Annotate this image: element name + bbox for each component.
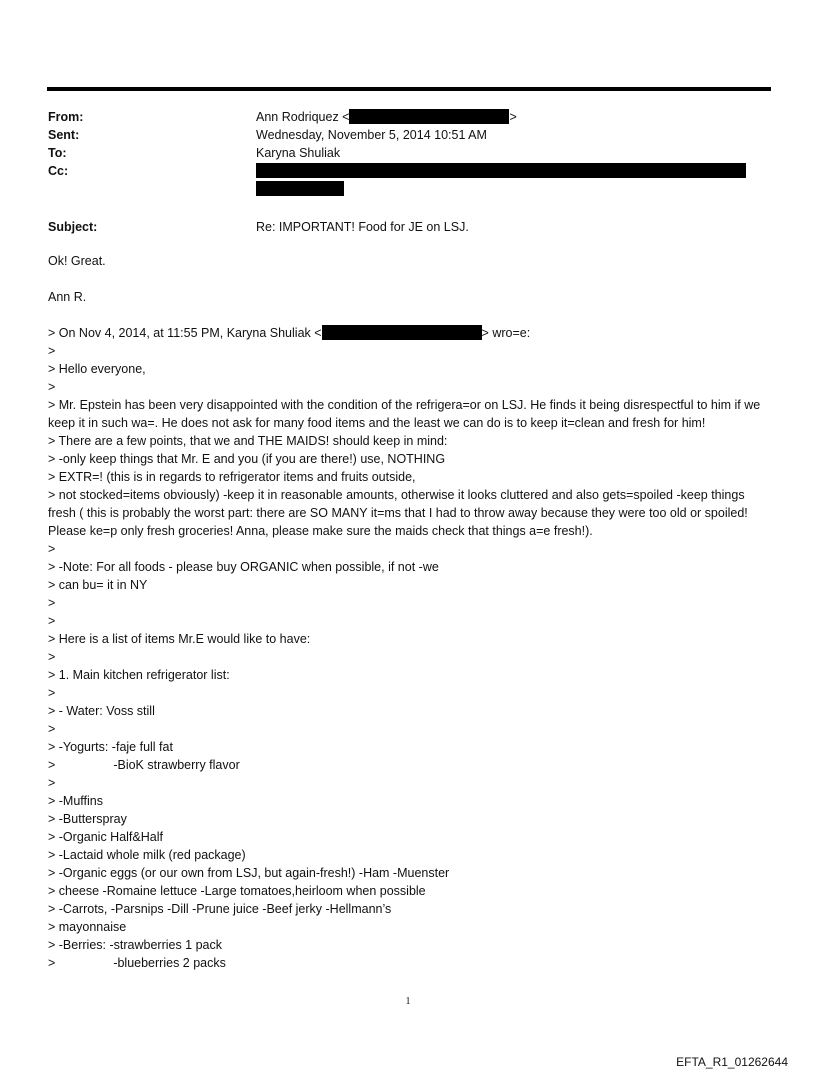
redaction-box <box>349 109 509 124</box>
quoted-line: > <box>48 542 56 556</box>
from-name: Ann Rodriquez < <box>256 110 350 124</box>
to-label: To: <box>48 146 67 160</box>
quoted-line: > -Note: For all foods - please buy ORGANIC when possible, if not -we <box>48 560 439 574</box>
to-row <box>48 144 768 162</box>
quoted-line: > <box>48 614 56 628</box>
redaction-box <box>256 181 344 196</box>
biok-item: -BioK strawberry flavor <box>113 758 240 772</box>
quoted-line: > not stocked=items obviously) -keep it in reasonable amounts, otherwise it looks cluttered and also gets=spoiled -keep things fresh ( this is probably the worst part: there are SO MANY it=ms that I had to throw away because they were too old or spoiled! Please ke=p only fresh groceries! Anna, please make sure the maids check that things a=e fresh!). <box>48 488 748 538</box>
from-close: > <box>509 110 517 124</box>
from-row <box>48 108 768 126</box>
cc-row <box>48 162 768 180</box>
from-value <box>256 108 517 126</box>
quote-marker: > <box>48 956 56 970</box>
quoted-line: > Mr. Epstein has been very disappointed with the condition of the refrigera=or on LSJ. He finds it being disrespectful to him if we keep it in such wa=. He does not ask for many food items and the least we can do is to keep it=clean and fresh for him! <box>48 398 761 430</box>
quoted-line: > -Berries: -strawberries 1 pack <box>48 938 223 952</box>
subject-row <box>48 218 768 236</box>
quote-intro-text: > On Nov 4, 2014, at 11:55 PM, Karyna Shuliak < <box>48 326 322 340</box>
email-body <box>48 252 768 972</box>
quoted-line: > <box>48 650 56 664</box>
blueberries-item: -blueberries 2 packs <box>113 956 226 970</box>
to-value: Karyna Shuliak <box>256 146 341 160</box>
quoted-line <box>48 954 768 972</box>
quote-intro-end: > wro=e: <box>481 326 531 340</box>
sent-label: Sent: <box>48 128 80 142</box>
sent-row <box>48 126 768 144</box>
header-rule <box>47 87 771 91</box>
signature: Ann R. <box>48 290 87 304</box>
cc-row-cont <box>48 180 768 198</box>
quoted-line: > - Water: Voss still <box>48 704 155 718</box>
cc-label: Cc: <box>48 164 69 178</box>
quoted-line: > -Yogurts: -faje full fat <box>48 740 173 754</box>
quoted-line: > Here is a list of items Mr.E would like to have: <box>48 632 311 646</box>
quote-intro <box>48 324 768 342</box>
quoted-line: > EXTR=! (this is in regards to refrigerator items and fruits outside, <box>48 470 416 484</box>
greeting: Ok! Great. <box>48 254 106 268</box>
redaction-box <box>322 325 482 340</box>
quoted-line: > -Organic Half&Half <box>48 830 163 844</box>
quoted-line: > <box>48 596 56 610</box>
quoted-line: > 1. Main kitchen refrigerator list: <box>48 668 230 682</box>
quoted-lines-2 <box>48 774 768 954</box>
quoted-line: > <box>48 686 56 700</box>
quoted-line: > -Muffins <box>48 794 103 808</box>
quoted-line: > mayonnaise <box>48 920 127 934</box>
cc-value <box>256 162 746 180</box>
quoted-line: > cheese -Romaine lettuce -Large tomatoes,heirloom when possible <box>48 884 426 898</box>
quoted-line: > -Butterspray <box>48 812 127 826</box>
quoted-line: > <box>48 344 56 358</box>
page-number: 1 <box>405 996 411 1007</box>
subject-value: Re: IMPORTANT! Food for JE on LSJ. <box>256 220 469 234</box>
quoted-line: > -Organic eggs (or our own from LSJ, but again-fresh!) -Ham -Muenster <box>48 866 450 880</box>
quoted-line: > <box>48 722 56 736</box>
quoted-line <box>48 756 768 774</box>
quoted-line: > -only keep things that Mr. E and you (if you are there!) use, NOTHING <box>48 452 446 466</box>
subject-label: Subject: <box>48 220 98 234</box>
cc-value-cont <box>256 180 344 198</box>
redaction-box <box>256 163 746 178</box>
from-label: From: <box>48 110 84 124</box>
email-header <box>48 108 768 236</box>
quoted-line: > Hello everyone, <box>48 362 146 376</box>
quote-marker: > <box>48 758 56 772</box>
document-id: EFTA_R1_01262644 <box>676 1055 788 1069</box>
quoted-lines <box>48 342 768 756</box>
quoted-line: > There are a few points, that we and THE MAIDS! should keep in mind: <box>48 434 448 448</box>
quoted-line: > -Carrots, -Parsnips -Dill -Prune juice -Beef jerky -Hellmann’s <box>48 902 392 916</box>
sent-value: Wednesday, November 5, 2014 10:51 AM <box>256 128 487 142</box>
quoted-line: > <box>48 380 56 394</box>
quoted-line: > can bu= it in NY <box>48 578 148 592</box>
quoted-line: > <box>48 776 56 790</box>
quoted-line: > -Lactaid whole milk (red package) <box>48 848 246 862</box>
